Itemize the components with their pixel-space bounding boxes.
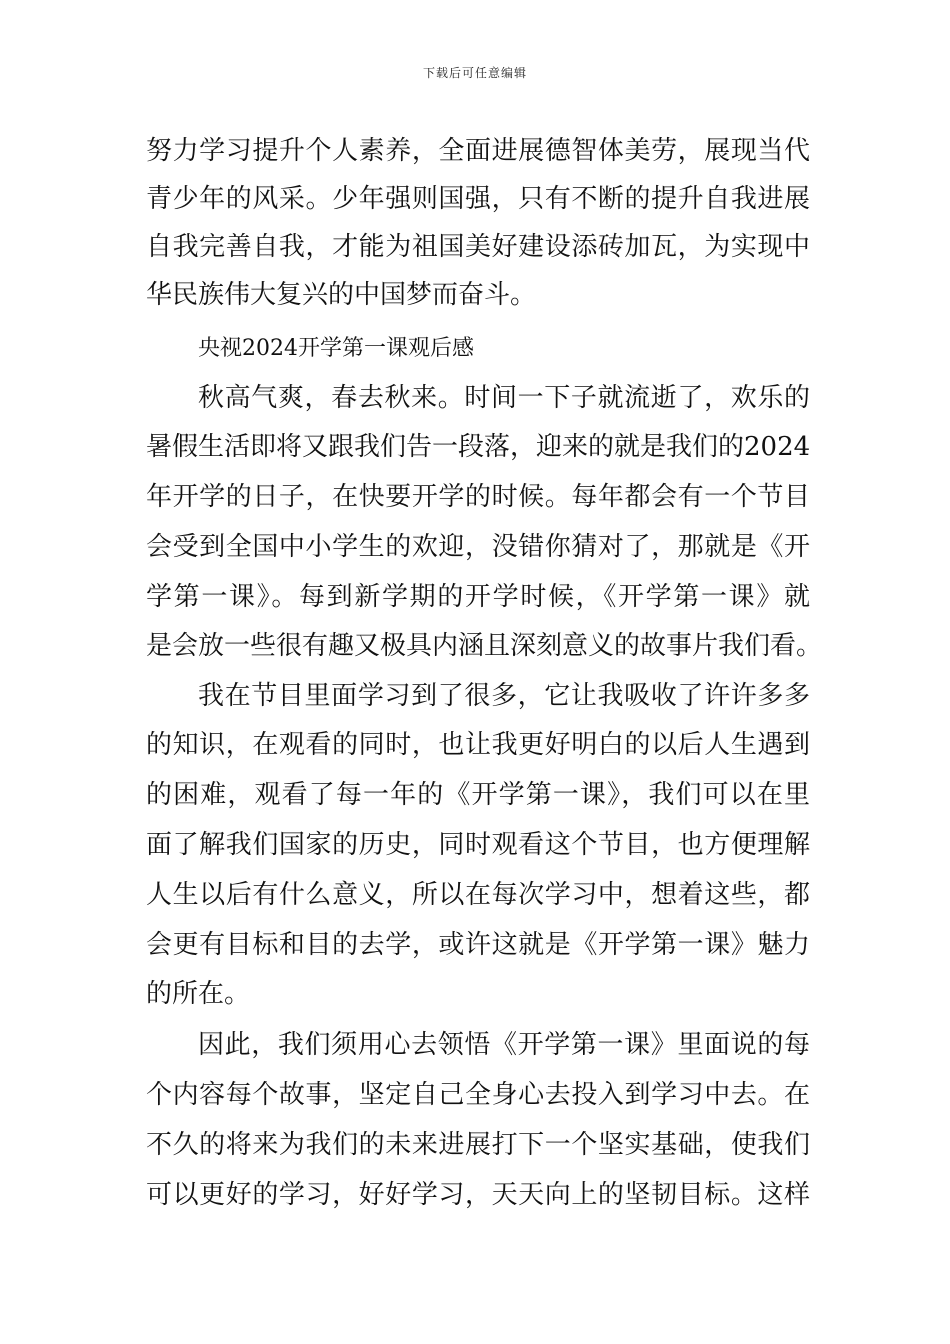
text-line: 华民族伟大复兴的中国梦而奋斗。 xyxy=(146,280,537,310)
text-line: 的所在。 xyxy=(146,979,251,1009)
text-line: 秋高气爽，春去秋来。时间一下子就流逝了，欢乐的 xyxy=(198,383,810,413)
text-line: 面了解我们国家的历史，同时观看这个节目，也方便理解 xyxy=(146,830,810,860)
text-line: 是会放一些很有趣又极具内涵且深刻意义的故事片我们看。 xyxy=(146,631,823,661)
text-line: 学第一课》。每到新学期的开学时候，《开学第一课》就 xyxy=(146,582,810,612)
text-line: 年开学的日子，在快要开学的时候。每年都会有一个节目 xyxy=(146,482,810,512)
text-line: 不久的将来为我们的未来进展打下一个坚实基础，使我们 xyxy=(146,1130,810,1160)
text-line: 会受到全国中小学生的欢迎，没错你猜对了，那就是《开 xyxy=(146,532,810,562)
text-line: 会更有目标和目的去学，或许这就是《开学第一课》魅力 xyxy=(146,930,810,960)
text-line: 的知识，在观看的同时，也让我更好明白的以后人生遇到 xyxy=(146,730,810,760)
text-line: 青少年的风采。少年强则国强，只有不断的提升自我进展 xyxy=(146,184,810,214)
text-line: 自我完善自我，才能为祖国美好建设添砖加瓦，为实现中 xyxy=(146,232,810,262)
text-line: 因此，我们须用心去领悟《开学第一课》里面说的每 xyxy=(198,1030,810,1060)
section-title: 央视2024开学第一课观后感 xyxy=(198,336,474,361)
text-line: 可以更好的学习，好好学习，天天向上的坚韧目标。这样 xyxy=(146,1180,810,1210)
text-line: 我在节目里面学习到了很多，它让我吸收了许许多多 xyxy=(198,681,810,711)
text-line: 人生以后有什么意义，所以在每次学习中，想着这些，都 xyxy=(146,880,810,910)
text-line: 的困难，观看了每一年的《开学第一课》，我们可以在里 xyxy=(146,780,810,810)
text-line: 个内容每个故事，坚定自己全身心去投入到学习中去。在 xyxy=(146,1080,810,1110)
text-line: 努力学习提升个人素养，全面进展德智体美劳，展现当代 xyxy=(146,136,810,166)
page-header: 下载后可任意编辑 xyxy=(422,66,527,80)
text-line: 暑假生活即将又跟我们告一段落，迎来的就是我们的2024 xyxy=(146,432,811,462)
